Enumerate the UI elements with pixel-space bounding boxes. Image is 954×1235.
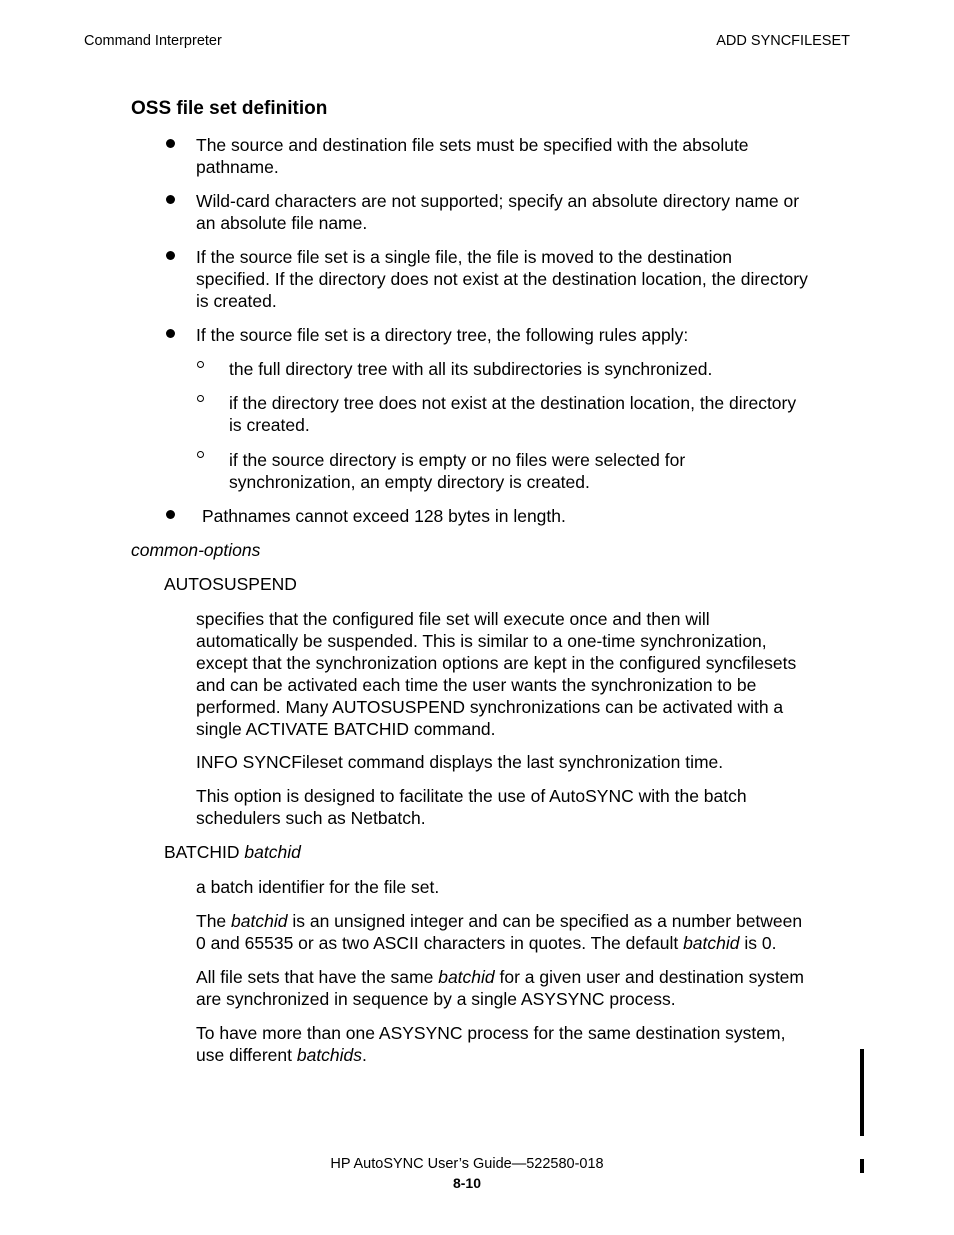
autosuspend-info-paragraph: INFO SYNCFileset command displays the last synchronization time. bbox=[196, 752, 724, 772]
batchid-multiple-paragraph bbox=[196, 1022, 785, 1066]
running-header-left: Command Interpreter bbox=[84, 33, 222, 49]
batchid-sequence-paragraph bbox=[196, 966, 804, 1010]
footer-title: HP AutoSYNC User’s Guide—522580-018 bbox=[330, 1156, 604, 1172]
sub-bullet-line: the full directory tree with all its subdirectories is synchronized. bbox=[229, 359, 713, 379]
bullet-item bbox=[196, 246, 808, 312]
bullet-line: Wild-card characters are not supported; specify an absolute directory name or bbox=[196, 191, 800, 211]
bullet-line: pathname. bbox=[196, 157, 279, 177]
bullet-line: The source and destination file sets must be specified with the absolute bbox=[196, 135, 749, 155]
paragraph-line: schedulers such as Netbatch. bbox=[196, 808, 426, 828]
autosuspend-term: AUTOSUSPEND bbox=[164, 574, 297, 594]
paragraph-line: automatically be suspended. This is similar to a one-time synchronization, bbox=[196, 631, 767, 651]
bullet-item: Pathnames cannot exceed 128 bytes in length. bbox=[202, 506, 566, 526]
circle-bullet-icon bbox=[197, 361, 204, 368]
sub-bullet-item bbox=[229, 392, 796, 436]
bullet-dot-icon bbox=[166, 139, 175, 148]
bullet-dot-icon bbox=[166, 510, 175, 519]
bullet-dot-icon bbox=[166, 329, 175, 338]
bullet-line: If the source file set is a single file, the file is moved to the destination bbox=[196, 247, 732, 267]
sub-bullet-item bbox=[229, 358, 712, 380]
sub-bullet-line: is created. bbox=[229, 415, 310, 435]
paragraph-line: single ACTIVATE BATCHID command. bbox=[196, 719, 496, 739]
batchid-term bbox=[164, 841, 301, 863]
change-bar bbox=[860, 1049, 864, 1136]
batchid-argument: batchid bbox=[244, 842, 301, 862]
bullet-line: specified. If the directory does not exist at the destination location, the directory bbox=[196, 269, 808, 289]
bullet-line: is created. bbox=[196, 291, 277, 311]
running-header-right: ADD SYNCFILESET bbox=[716, 33, 850, 49]
page-number: 8-10 bbox=[452, 1175, 482, 1191]
circle-bullet-icon bbox=[197, 451, 204, 458]
bullet-item bbox=[196, 134, 749, 178]
sub-bullet-item bbox=[229, 449, 685, 493]
paragraph-line: 0 and 65535 or as two ASCII characters in quotes. The default batchid is 0. bbox=[196, 933, 777, 953]
paragraph-line: This option is designed to facilitate the use of AutoSYNC with the batch bbox=[196, 786, 747, 806]
autosuspend-description bbox=[196, 608, 796, 740]
bullet-item bbox=[196, 190, 799, 234]
batchid-description: a batch identifier for the file set. bbox=[196, 877, 440, 897]
sub-bullet-line: if the directory tree does not exist at the destination location, the directory bbox=[229, 393, 797, 413]
paragraph-line: use different batchids. bbox=[196, 1045, 367, 1065]
common-options-label: common-options bbox=[131, 540, 261, 560]
bullet-dot-icon bbox=[166, 251, 175, 260]
autosuspend-batch-paragraph bbox=[196, 785, 747, 829]
paragraph-line: and can be activated each time the user wants the synchronization to be bbox=[196, 675, 757, 695]
bullet-dot-icon bbox=[166, 195, 175, 204]
sub-bullet-line: synchronization, an empty directory is created. bbox=[229, 472, 590, 492]
paragraph-line: are synchronized in sequence by a single ASYSYNC process. bbox=[196, 989, 676, 1009]
batchid-keyword: BATCHID bbox=[164, 842, 240, 862]
bullet-line: If the source file set is a directory tree, the following rules apply: bbox=[196, 325, 689, 345]
paragraph-line: The batchid is an unsigned integer and can be specified as a number between bbox=[196, 911, 803, 931]
paragraph-line: except that the synchronization options are kept in the configured syncfilesets bbox=[196, 653, 797, 673]
sub-bullet-line: if the source directory is empty or no files were selected for bbox=[229, 450, 686, 470]
bullet-line: an absolute file name. bbox=[196, 213, 368, 233]
paragraph-line: To have more than one ASYSYNC process for the same destination system, bbox=[196, 1023, 786, 1043]
bullet-item bbox=[196, 324, 688, 346]
paragraph-line: All file sets that have the same batchid for a given user and destination system bbox=[196, 967, 804, 987]
circle-bullet-icon bbox=[197, 395, 204, 402]
paragraph-line: performed. Many AUTOSUSPEND synchronizations can be activated with a bbox=[196, 697, 784, 717]
paragraph-line: specifies that the configured file set will execute once and then will bbox=[196, 609, 710, 629]
batchid-range-paragraph bbox=[196, 910, 802, 954]
section-title: OSS file set definition bbox=[131, 98, 328, 119]
